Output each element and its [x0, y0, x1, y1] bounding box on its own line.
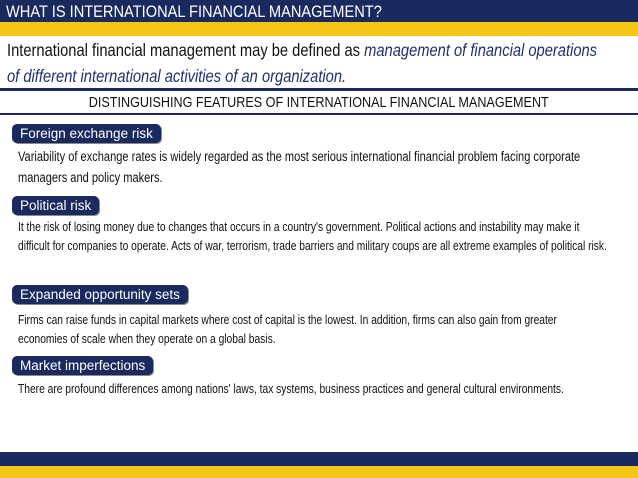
title-accent-stripe	[0, 22, 638, 36]
definition-plain: International financial management may be defined as	[7, 40, 365, 60]
feature-label-market-imperfections: Market imperfections	[12, 356, 153, 375]
footer-gold-band	[0, 466, 638, 478]
heading-bottom-rule	[0, 113, 638, 115]
feature-text-political-risk: It the risk of losing money due to changes that occurs in a country's government. Political actions and instability may make it difficult for companies to operate. Acts of war, terrorism, trade barriers and military coups are all extreme examples of political risk.	[18, 220, 607, 253]
definition-paragraph	[7, 37, 612, 89]
heading-top-rule	[0, 88, 638, 91]
slide-title: WHAT IS INTERNATIONAL FINANCIAL MANAGEMENT?	[6, 2, 382, 21]
feature-label-foreign-exchange-risk: Foreign exchange risk	[12, 124, 161, 143]
definition-emphasis: management of financial operations of different international activities of an organization.	[7, 40, 598, 86]
feature-text-foreign-exchange-risk: Variability of exchange rates is widely regarded as the most serious international financial problem facing corporate managers and policy makers.	[18, 149, 581, 185]
feature-text-market-imperfections: There are profound differences among nations' laws, tax systems, business practices and general cultural environments.	[18, 382, 564, 396]
feature-label-political-risk: Political risk	[12, 196, 99, 215]
title-bar	[0, 0, 638, 22]
feature-label-expanded-opportunity-sets: Expanded opportunity sets	[12, 285, 188, 304]
section-heading-text: DISTINGUISHING FEATURES OF INTERNATIONAL FINANCIAL MANAGEMENT	[89, 94, 549, 111]
footer-navy-band	[0, 452, 638, 466]
feature-text-expanded-opportunity-sets: Firms can raise funds in capital markets where cost of capital is the lowest. In addition, firms can also gain from greater economies of scale when they operate on a global basis.	[18, 313, 557, 346]
section-heading	[0, 94, 638, 112]
